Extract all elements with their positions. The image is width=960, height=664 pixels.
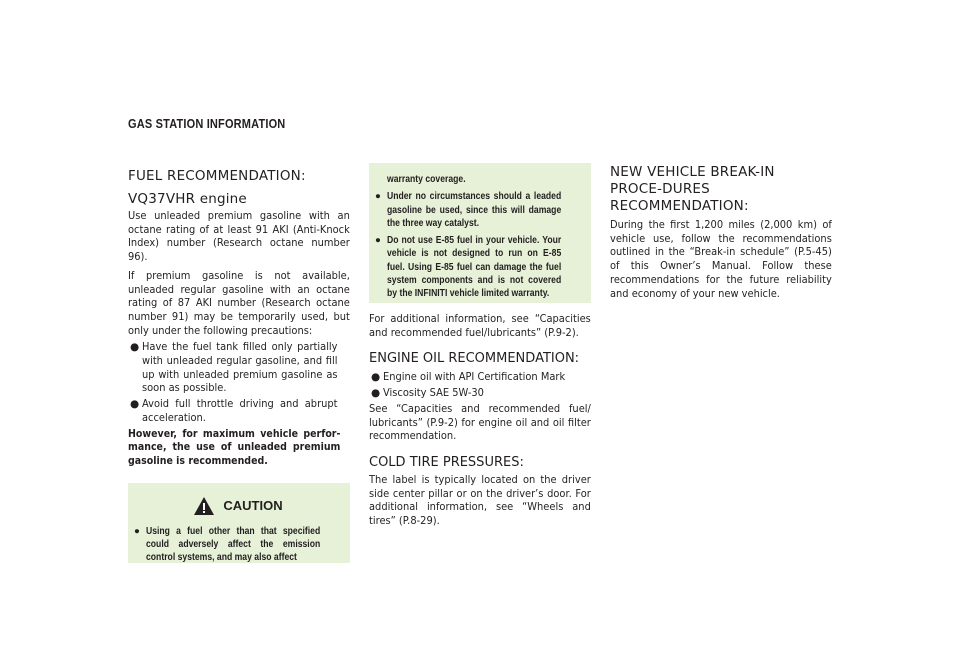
bullet-icon: ● [371,387,381,400]
bold-note: However, for maximum vehicle perfor-mance, the use of unleaded premium gasoline is recommended. [128,427,341,467]
bullet-icon: ● [134,525,140,537]
fuel-paragraph-2: If premium gasoline is not available, unleaded regular gasoline with an octane rating of 87 AKI number (Research octane number 91) may be temporarily used, but only under the following precautions: [128,269,350,337]
caution-box-continued [369,163,591,303]
caution-box [128,483,350,563]
list-item [369,371,591,385]
list-item-text: Under no circumstances should a leaded gasoline be used, since this will damage the three way catalyst. [387,191,562,229]
column-1 [128,168,350,563]
capacities-reference: For additional information, see “Capacities and recommended fuel/lubricants” (P.9-2). [369,313,591,339]
list-item-text: Engine oil with API Certification Mark [383,371,566,384]
list-item [373,234,585,300]
list-item [132,525,344,565]
cold-tire-heading: COLD TIRE PRESSURES: [369,454,524,470]
list-item-text: Do not use E-85 fuel in your vehicle. Your vehicle is not designed to run on E-85 fuel. Using E-85 fuel can damage the fuel system components and is not covered by the INFINITI vehicle limited warranty. [387,235,562,300]
warning-triangle-icon [193,496,215,516]
list-item [128,398,350,425]
fuel-paragraph-1: Use unleaded premium gasoline with an octane rating of at least 91 AKI (Anti-Knock Index) number (Research octane number 96). [128,210,350,264]
break-in-paragraph: During the first 1,200 miles (2,000 km) of vehicle use, follow the recommendations outlined in the “Break-in schedule” (P.5-45) of this Owner’s Manual. Follow these recommendations for the future reliability and economy of your new vehicle. [610,219,832,300]
list-item [373,190,585,230]
bullet-icon: ● [371,371,381,384]
caution-header [132,483,344,519]
bullet-icon: ● [130,398,140,411]
bullet-icon: ● [375,235,381,247]
fuel-recommendation-heading: FUEL RECOMMENDATION: [128,168,306,184]
break-in-heading: NEW VEHICLE BREAK-IN PROCE-DURES RECOMMENDATION: [610,164,775,214]
list-item [369,387,591,401]
engine-oil-heading: ENGINE OIL RECOMMENDATION: [369,351,580,367]
bullet-icon: ● [375,191,381,203]
list-item-text: Viscosity SAE 5W-30 [383,387,484,400]
indent-spacer [373,173,387,186]
caution-continued [373,173,585,186]
list-item-text: Have the fuel tank filled only partially with unleaded regular gasoline, and fill up with unleaded premium gasoline as soon as possible. [142,341,338,395]
bullet-icon: ● [130,341,140,354]
cold-tire-paragraph: The label is typically located on the driver side center pillar or on the driver’s door. For additional information, see “Wheels and tires” (P.8-29). [369,473,591,528]
list-item [128,341,350,396]
section-title: GAS STATION INFORMATION [128,117,286,131]
caution-continued-text: warranty coverage. [387,174,466,185]
column-3 [610,164,832,301]
engine-oil-paragraph: See “Capacities and recommended fuel/ lubricants” (P.9-2) for engine oil and oil filter recommendation. [369,402,591,443]
engine-subheading: VQ37VHR engine [128,191,247,207]
list-item-text: Avoid full throttle driving and abrupt acceleration. [142,398,338,424]
caution-title: CAUTION [223,498,283,514]
list-item-text: Using a fuel other than that specified could adversely affect the emission control systems, and may also affect [146,525,321,564]
column-2 [369,163,591,529]
